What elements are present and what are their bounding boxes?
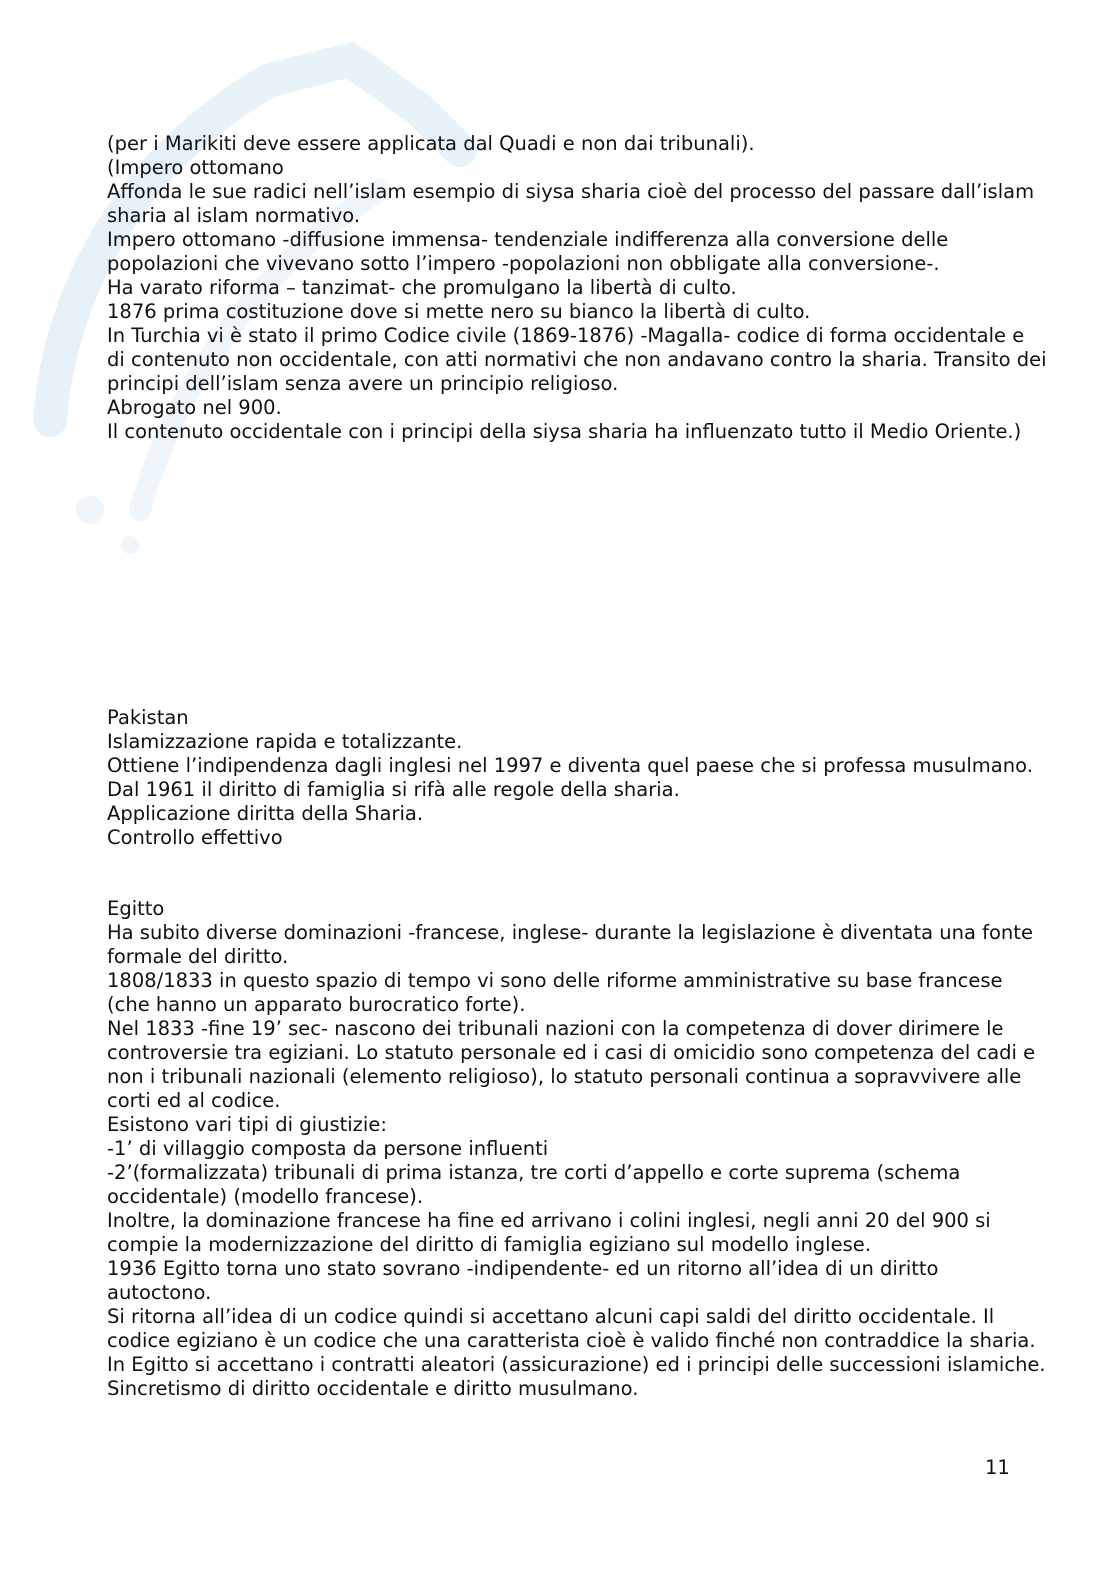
paragraph: 1808/1833 in questo spazio di tempo vi sono delle riforme amministrative su base francese (che hanno un apparato burocratico forte). xyxy=(107,969,1003,1016)
paragraph: Affonda le sue radici nell’islam esempio di siysa sharia cioè del processo del passare dall’islam sharia al islam normativo. xyxy=(107,180,1035,227)
section-heading: Pakistan xyxy=(107,706,189,729)
paragraph: (per i Marikiti deve essere applicata dal Quadi e non dai tribunali). xyxy=(107,132,755,155)
watermark-dot xyxy=(121,536,139,554)
section-impero-ottomano xyxy=(107,132,1047,444)
paragraph: (Impero ottomano xyxy=(107,156,284,179)
paragraph: Inoltre, la dominazione francese ha fine ed arrivano i colini inglesi, negli anni 20 del 900 si compie la modernizzazione del diritto di famiglia egiziano sul modello inglese. xyxy=(107,1209,991,1256)
paragraph: Il contenuto occidentale con i principi della siysa sharia ha influenzato tutto il Medio Oriente.) xyxy=(107,420,1022,443)
paragraph: In Turchia vi è stato il primo Codice civile (1869-1876) -Magalla- codice di forma occidentale e di contenuto non occidentale, con atti normativi che non andavano contro la sharia. Transito dei principi dell’islam senza avere un principio religioso. xyxy=(107,324,1047,395)
page-number: 11 xyxy=(985,1456,1010,1479)
watermark-dot xyxy=(76,496,104,524)
paragraph: Islamizzazione rapida e totalizzante. xyxy=(107,730,463,753)
paragraph: Esistono vari tipi di giustizie: xyxy=(107,1113,387,1136)
paragraph: Applicazione diritta della Sharia. xyxy=(107,802,424,825)
paragraph: Ha varato riforma – tanzimat- che promulgano la libertà di culto. xyxy=(107,276,737,299)
paragraph: Controllo effettivo xyxy=(107,826,283,849)
paragraph: Si ritorna all’idea di un codice quindi si accettano alcuni capi saldi del diritto occidentale. Il codice egiziano è un codice che una caratterista cioè è valido finché non contraddice la sharia. xyxy=(107,1305,1036,1352)
paragraph: Nel 1833 -fine 19’ sec- nascono dei tribunali nazioni con la competenza di dover dirimere le controversie tra egiziani. Lo statuto personale ed i casi di omicidio sono competenza del cadi e non i tribunali nazionali (elemento religioso), lo statuto personali continua a sopravvivere alle corti ed al codice. xyxy=(107,1017,1036,1112)
section-heading: Egitto xyxy=(107,897,165,920)
paragraph: -2’(formalizzata) tribunali di prima istanza, tre corti d’appello e corte suprema (schema occidentale) (modello francese). xyxy=(107,1161,961,1208)
section-egitto xyxy=(107,897,1047,1401)
paragraph: Ha subito diverse dominazioni -francese, inglese- durante la legislazione è diventata una fonte formale del diritto. xyxy=(107,921,1033,968)
paragraph: -1’ di villaggio composta da persone influenti xyxy=(107,1137,549,1160)
paragraph: Abrogato nel 900. xyxy=(107,396,282,419)
paragraph: Sincretismo di diritto occidentale e diritto musulmano. xyxy=(107,1377,639,1400)
paragraph: 1876 prima costituzione dove si mette nero su bianco la libertà di culto. xyxy=(107,300,811,323)
paragraph: 1936 Egitto torna uno stato sovrano -indipendente- ed un ritorno all’idea di un diritto autoctono. xyxy=(107,1257,939,1304)
section-pakistan xyxy=(107,706,1047,850)
paragraph: In Egitto si accettano i contratti aleatori (assicurazione) ed i principi delle successioni islamiche. xyxy=(107,1353,1046,1376)
paragraph: Dal 1961 il diritto di famiglia si rifà alle regole della sharia. xyxy=(107,778,680,801)
paragraph: Ottiene l’indipendenza dagli inglesi nel 1997 e diventa quel paese che si professa musulmano. xyxy=(107,754,1033,777)
paragraph: Impero ottomano -diffusione immensa- tendenziale indifferenza alla conversione delle popolazioni che vivevano sotto l’impero -popolazioni non obbligate alla conversione-. xyxy=(107,228,949,275)
